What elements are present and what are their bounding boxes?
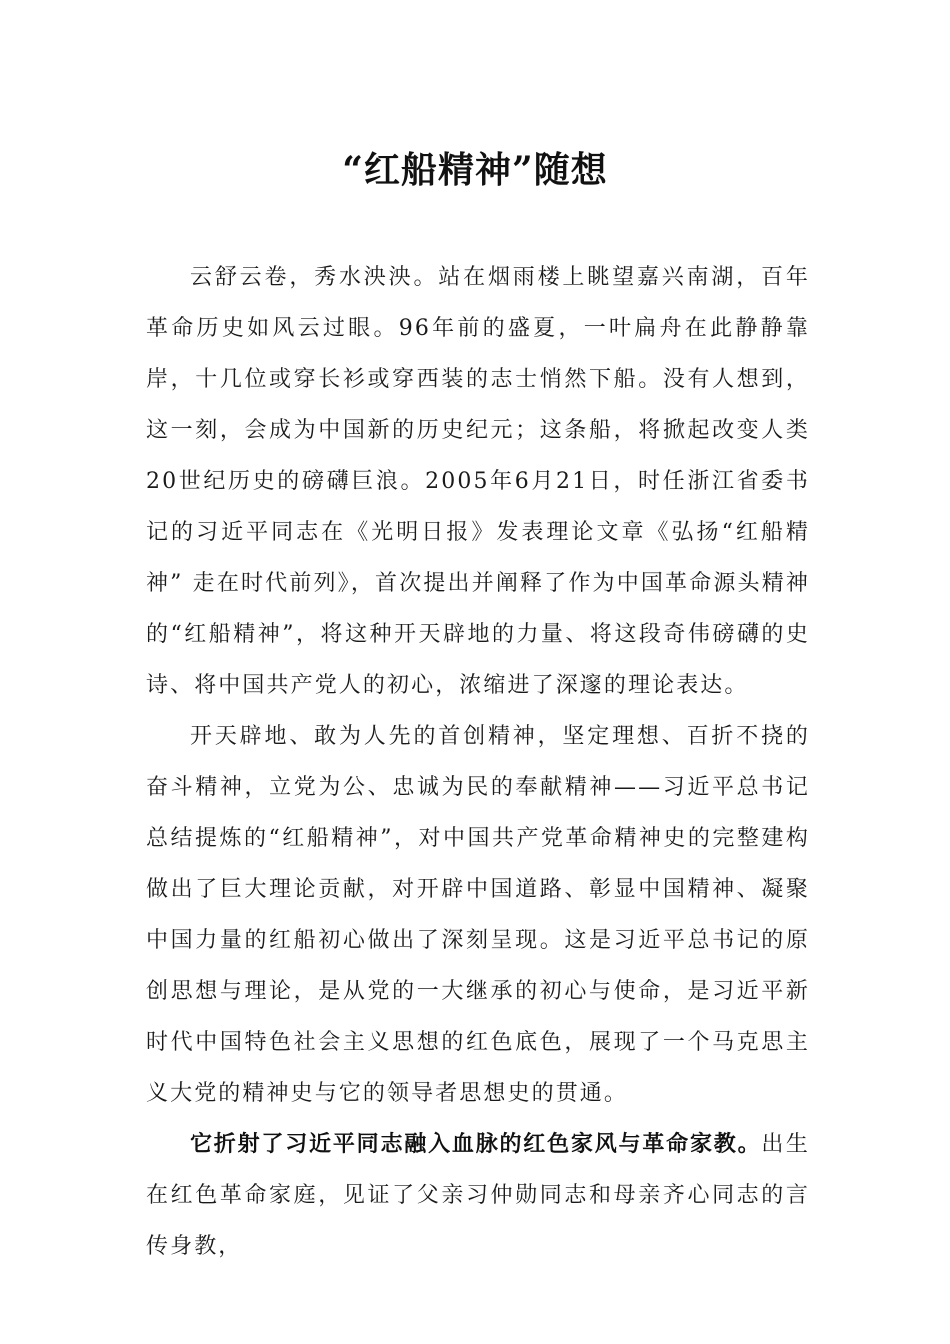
paragraph-3-text: 出生在红色革命家庭，见证了父亲习仲勋同志和母亲齐心同志的言传身教， <box>146 1132 810 1259</box>
paragraph-2 <box>146 711 810 1119</box>
document-title: “红船精神”随想 <box>342 149 608 191</box>
paragraph-1 <box>146 252 810 711</box>
document-body <box>146 252 810 1272</box>
paragraph-2-text: 开天辟地、敢为人先的首创精神，坚定理想、百折不挠的奋斗精神，立党为公、忠诚为民的奉献精神——习近平总书记总结提炼的“红船精神”，对中国共产党革命精神史的完整建构做出了巨大理论贡献，对开辟中国道路、彰显中国精神、凝聚中国力量的红船初心做出了深刻呈现。这是习近平总书记的原创思想与理论，是从党的一大继承的初心与使命，是习近平新时代中国特色社会主义思想的红色底色，展现了一个马克思主义大党的精神史与它的领导者思想史的贯通。 <box>146 724 810 1106</box>
paragraph-3 <box>146 1119 810 1272</box>
paragraph-3-lead: 它折射了习近平同志融入血脉的红色家风与革命家教。 <box>190 1132 762 1157</box>
paragraph-1-text: 云舒云卷，秀水泱泱。站在烟雨楼上眺望嘉兴南湖，百年革命历史如风云过眼。96年前的盛夏，一叶扁舟在此静静靠岸，十几位或穿长衫或穿西装的志士悄然下船。没有人想到，这一刻，会成为中国新的历史纪元；这条船，将掀起改变人类20世纪历史的磅礴巨浪。2005年6月21日，时任浙江省委书记的习近平同志在《光明日报》发表理论文章《弘扬“红船精神” 走在时代前列》，首次提出并阐释了作为中国革命源头精神的“红船精神”，将这种开天辟地的力量、将这段奇伟磅礴的史诗、将中国共产党人的初心，浓缩进了深邃的理论表达。 <box>146 265 810 698</box>
